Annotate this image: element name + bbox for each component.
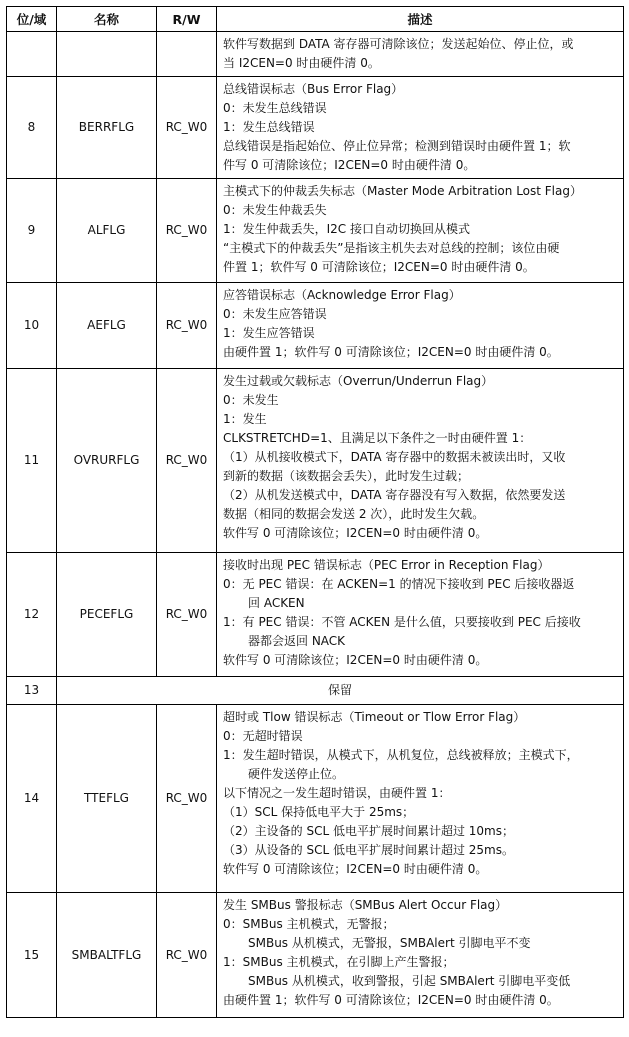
description-cell [217, 553, 624, 677]
desc-line: （3）从设备的 SCL 低电平扩展时间累计超过 25ms。 [223, 843, 514, 857]
table-row-continuation [7, 32, 624, 77]
name-cell: OVRURFLG [57, 369, 157, 553]
rw-cell: RC_W0 [157, 369, 217, 553]
bit-cell: 8 [7, 77, 57, 179]
description-cell [217, 369, 624, 553]
desc-line: （1）从机接收模式下，DATA 寄存器中的数据未被读出时，又收 [223, 450, 566, 464]
table-row [7, 283, 624, 369]
desc-line: 数据（相同的数据会发送 2 次），此时发生欠载。 [223, 507, 485, 521]
description-cell [217, 77, 624, 179]
desc-line: 超时或 Tlow 错误标志（Timeout or Tlow Error Flag） [223, 710, 526, 724]
desc-line: 0：无超时错误 [223, 729, 303, 743]
name-cell: TTEFLG [57, 705, 157, 893]
bit-cell: 11 [7, 369, 57, 553]
desc-line: 软件写 0 可清除该位；I2CEN=0 时由硬件清 0。 [223, 653, 488, 667]
desc-line: 器都会返回 NACK [248, 634, 346, 648]
register-table [6, 6, 624, 1018]
reserved-cell: 保留 [57, 677, 624, 705]
desc-line: 软件写 0 可清除该位；I2CEN=0 时由硬件清 0。 [223, 862, 488, 876]
desc-line: 1：SMBus 主机模式，在引脚上产生警报； [223, 955, 455, 969]
desc-line: 1：发生 [223, 412, 267, 426]
table-row [7, 369, 624, 553]
desc-line: “主模式下的仲裁丢失”是指该主机失去对总线的控制；该位由硬 [223, 241, 560, 255]
rw-cell: RC_W0 [157, 893, 217, 1018]
desc-line: 1：发生总线错误 [223, 120, 315, 134]
bit-cell: 15 [7, 893, 57, 1018]
bit-cell: 10 [7, 283, 57, 369]
desc-line: CLKSTRETCHD=1、且满足以下条件之一时由硬件置 1： [223, 431, 532, 445]
table-row [7, 705, 624, 893]
desc-line: 总线错误标志（Bus Error Flag） [223, 82, 404, 96]
desc-line: 发生 SMBus 警报标志（SMBus Alert Occur Flag） [223, 898, 508, 912]
description-cell [217, 705, 624, 893]
desc-line: 到新的数据（该数据会丢失），此时发生过载； [223, 469, 470, 483]
desc-line: 由硬件置 1；软件写 0 可清除该位；I2CEN=0 时由硬件清 0。 [223, 345, 559, 359]
desc-line: 硬件发送停止位。 [248, 767, 345, 781]
header-bit: 位/域 [7, 7, 57, 32]
desc-line: 接收时出现 PEC 错误标志（PEC Error in Reception Flag） [223, 558, 550, 572]
bit-cell: 9 [7, 179, 57, 283]
desc-line: 0：未发生仲裁丢失 [223, 203, 327, 217]
table-row [7, 553, 624, 677]
desc-line: 1：发生超时错误，从模式下，从机复位，总线被释放；主模式下， [223, 748, 579, 762]
desc-line: 当 I2CEN=0 时由硬件清 0。 [223, 56, 380, 70]
name-cell: ALFLG [57, 179, 157, 283]
desc-line: 0：无 PEC 错误：在 ACKEN=1 的情况下接收到 PEC 后接收器返 [223, 577, 575, 591]
rw-cell: RC_W0 [157, 77, 217, 179]
desc-line: 1：发生应答错误 [223, 326, 315, 340]
desc-line: 1：发生仲裁丢失，I2C 接口自动切换回从模式 [223, 222, 471, 236]
table-row [7, 77, 624, 179]
desc-line: 由硬件置 1；软件写 0 可清除该位；I2CEN=0 时由硬件清 0。 [223, 993, 559, 1007]
desc-line: 以下情况之一发生超时错误，由硬件置 1： [223, 786, 451, 800]
bit-cell: 12 [7, 553, 57, 677]
header-name: 名称 [57, 7, 157, 32]
desc-line: 0：未发生总线错误 [223, 101, 327, 115]
description-cell [217, 32, 624, 77]
name-cell: SMBALTFLG [57, 893, 157, 1018]
description-cell [217, 893, 624, 1018]
description-cell [217, 179, 624, 283]
desc-line: （2）从机发送模式中，DATA 寄存器没有写入数据，依然要发送 [223, 488, 566, 502]
desc-line: 件置 1；软件写 0 可清除该位；I2CEN=0 时由硬件清 0。 [223, 260, 535, 274]
desc-line: SMBus 从机模式，无警报，SMBAlert 引脚电平不变 [248, 936, 531, 950]
table-row [7, 179, 624, 283]
desc-line: 总线错误是指起始位、停止位异常；检测到错误时由硬件置 1；软 [223, 139, 571, 153]
desc-line: 发生过载或欠载标志（Overrun/Underrun Flag） [223, 374, 494, 388]
rw-cell: RC_W0 [157, 553, 217, 677]
table-row [7, 893, 624, 1018]
bit-cell: 13 [7, 677, 57, 705]
desc-line: 0：SMBus 主机模式，无警报； [223, 917, 395, 931]
desc-line: 0：未发生 [223, 393, 279, 407]
desc-line: 0：未发生应答错误 [223, 307, 327, 321]
desc-line: （1）SCL 保持低电平大于 25ms； [223, 805, 415, 819]
desc-line: 回 ACKEN [248, 596, 305, 610]
name-cell: AEFLG [57, 283, 157, 369]
desc-line: 1：有 PEC 错误：不管 ACKEN 是什么值，只要接收到 PEC 后接收 [223, 615, 581, 629]
description-cell [217, 283, 624, 369]
rw-cell: RC_W0 [157, 179, 217, 283]
desc-line: SMBus 从机模式，收到警报，引起 SMBAlert 引脚电平变低 [248, 974, 571, 988]
rw-cell: RC_W0 [157, 705, 217, 893]
header-rw: R/W [157, 7, 217, 32]
table-header-row [7, 7, 624, 32]
desc-line: 件写 0 可清除该位；I2CEN=0 时由硬件清 0。 [223, 158, 476, 172]
desc-line: 主模式下的仲裁丢失标志（Master Mode Arbitration Lost Flag） [223, 184, 582, 198]
desc-line: 软件写 0 可清除该位；I2CEN=0 时由硬件清 0。 [223, 526, 488, 540]
desc-line: 应答错误标志（Acknowledge Error Flag） [223, 288, 461, 302]
rw-cell: RC_W0 [157, 283, 217, 369]
table-row-reserved [7, 677, 624, 705]
desc-line: 软件写数据到 DATA 寄存器可清除该位；发送起始位、停止位，或 [223, 37, 574, 51]
name-cell: PECEFLG [57, 553, 157, 677]
name-cell: BERRFLG [57, 77, 157, 179]
bit-cell: 14 [7, 705, 57, 893]
desc-line: （2）主设备的 SCL 低电平扩展时间累计超过 10ms； [223, 824, 514, 838]
header-desc: 描述 [217, 7, 624, 32]
